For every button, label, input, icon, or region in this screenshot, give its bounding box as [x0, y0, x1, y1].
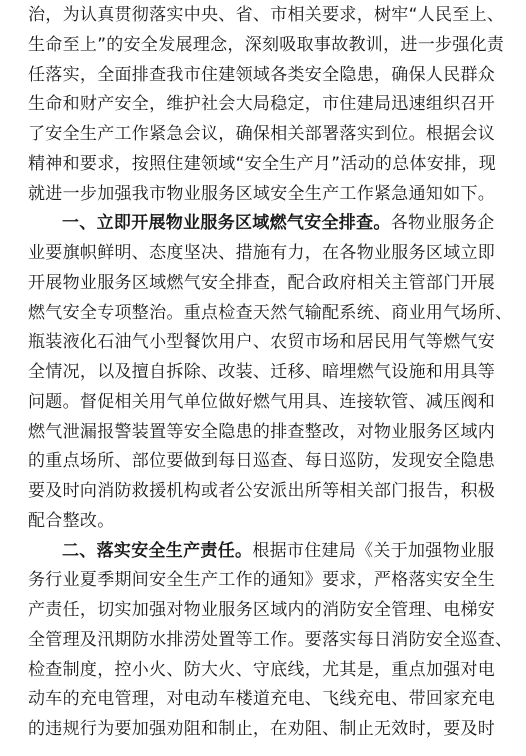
text-line: 问题。督促相关用气单位做好燃气用具、连接软管、减压阀和 [28, 392, 496, 412]
text-line: 全情况，以及擅自拆除、改装、迁移、暗埋燃气设施和用具等 [28, 362, 496, 382]
text-line: 业要旗帜鲜明、态度坚决、措施有力，在各物业服务区域立即 [28, 243, 496, 263]
text-line: 了安全生产工作紧急会议，确保相关部署落实到位。根据会议 [28, 124, 496, 144]
text-line: 检查制度，控小火、防大火、守底线，尤其是，重点加强对电 [28, 660, 496, 680]
text-line: 开展物业服务区域燃气安全排查，配合政府相关主管部门开展 [28, 273, 496, 293]
text-run: 各物业服务企 [390, 213, 495, 233]
text-line: 务行业夏季期间安全生产工作的通知》要求，严格落实安全生 [28, 570, 496, 590]
section-heading-line [62, 210, 495, 236]
section-heading-line [62, 538, 495, 564]
section-heading: 二、落实安全生产责任。 [62, 541, 253, 561]
text-run: 根据市住建局《关于加强物业服 [252, 541, 495, 561]
text-line: 治，为认真贯彻落实中央、省、市相关要求，树牢“人民至上、 [28, 5, 505, 25]
text-line: 产责任，切实加强对物业服务区域内的消防安全管理、电梯安 [28, 600, 496, 620]
text-line: 动车的充电管理，对电动车楼道充电、飞线充电、带回家充电 [28, 689, 496, 709]
text-line: 全管理及汛期防水排涝处置等工作。要落实每日消防安全巡查、 [28, 630, 513, 650]
text-line: 生命至上”的安全发展理念，深刻吸取事故教训，进一步强化责 [28, 35, 505, 55]
section-heading: 一、立即开展物业服务区域燃气安全排查。 [62, 213, 391, 233]
text-line: 就进一步加强我市物业服务区域安全生产工作紧急通知如下。 [28, 184, 496, 204]
text-line: 精神和要求，按照住建领域“安全生产月”活动的总体安排，现 [28, 154, 497, 174]
text-line: 任落实，全面排查我市住建领域各类安全隐患，确保人民群众 [28, 65, 496, 85]
text-line: 瓶装液化石油气小型餐饮用户、农贸市场和居民用气等燃气安 [28, 332, 496, 352]
text-line: 的违规行为要加强劝阻和制止，在劝阻、制止无效时，要及时 [28, 719, 496, 739]
text-line: 配合整改。 [28, 511, 115, 531]
text-line: 燃气安全专项整治。重点检查天然气输配系统、商业用气场所、 [28, 303, 513, 323]
text-line: 生命和财产安全，维护社会大局稳定，市住建局迅速组织召开 [28, 94, 496, 114]
text-line: 要及时向消防救援机构或者公安派出所等相关部门报告，积极 [28, 481, 496, 501]
text-line: 的重点场所、部位要做到每日巡查、每日巡防，发现安全隐患 [28, 451, 496, 471]
text-line: 燃气泄漏报警装置等安全隐患的排查整改，对物业服务区域内 [28, 422, 496, 442]
